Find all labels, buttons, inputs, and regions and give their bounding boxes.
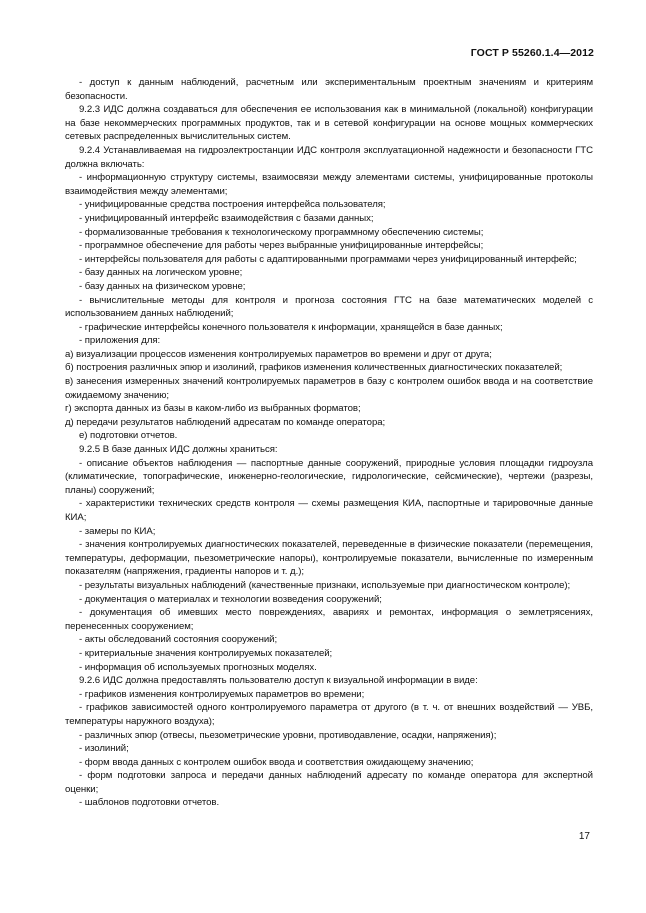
paragraph: - базу данных на логическом уровне; <box>79 267 243 279</box>
paragraph: а) визуализации процессов изменения контролируемых параметров во времени и друг от друга; <box>65 348 492 360</box>
paragraph: - акты обследований состояния сооружений; <box>79 634 278 646</box>
paragraph: - изолиний; <box>79 743 129 755</box>
paragraph: - описание объектов наблюдения — паспортные данные сооружений, природные условия площадки гидроузла (климатические, топографические, инженерно-геологические, гидрологические, сейсмические), чертежи (разрезы, планы) сооружений; <box>65 457 593 496</box>
paragraph: 9.2.3 ИДС должна создаваться для обеспечения ее использования как в минимальной (локальной) конфигурации на базе некоммерческих программных продуктов, так и в сетевой конфигурации на основе мощных коммерческих сетевых распределенных вычислительных систем. <box>65 104 593 143</box>
paragraph: - графиков зависимостей одного контролируемого параметра от другого (в т. ч. от внешних воздействий — УВБ, температуры наружного воздуха); <box>65 702 593 727</box>
paragraph: - значения контролируемых диагностических показателей, переведенные в физические показатели (перемещения, температуры, деформации, пьезометрические напоры), контролируемые показатели, вычисленные по измеренным показателям (напряжения, градиенты напоров и т. д.); <box>65 539 593 578</box>
paragraph: - доступ к данным наблюдений, расчетным или экспериментальным проектным значениям и критериям безопасности. <box>65 77 593 102</box>
paragraph: - вычислительные методы для контроля и прогноза состояния ГТС на базе математических моделей с использованием данных наблюдений; <box>65 294 593 320</box>
paragraph: - форм подготовки запроса и передачи данных наблюдений адресату по команде оператора для экспертной оценки; <box>65 770 593 795</box>
paragraph: - графические интерфейсы конечного пользователя к информации, хранящейся в базе данных; <box>79 321 503 333</box>
paragraph: - информация об используемых прогнозных моделях. <box>79 661 317 673</box>
paragraph: е) подготовки отчетов. <box>79 430 178 442</box>
paragraph: - замеры по КИА; <box>79 525 156 537</box>
standard-code-header: ГОСТ Р 55260.1.4—2012 <box>470 47 594 59</box>
paragraph: - формализованные требования к технологическому программному обеспечению системы; <box>79 226 484 238</box>
paragraph: 9.2.5 В базе данных ИДС должны храниться: <box>79 444 278 456</box>
paragraph: - программное обеспечение для работы через выбранные унифицированные интерфейсы; <box>79 240 484 252</box>
paragraph: 9.2.4 Устанавливаемая на гидроэлектростанции ИДС контроля эксплуатационной надежности и безопасности ГТС должна включать: <box>65 144 593 170</box>
paragraph: - информационную структуру системы, взаимосвязи между элементами системы, унифицированные протоколы взаимодействия между элементами; <box>65 172 593 197</box>
paragraph: - документация об имевших место повреждениях, авариях и ремонтах, информация о землетрясениях, перенесенных сооружением; <box>65 607 593 632</box>
body-text <box>65 76 593 810</box>
paragraph: д) передачи результатов наблюдений адресатам по команде оператора; <box>65 416 386 428</box>
paragraph: - документация о материалах и технологии возведения сооружений; <box>79 593 382 605</box>
paragraph: - различных эпюр (отвесы, пьезометрические уровни, противодавление, осадки, напряжения); <box>79 729 497 741</box>
paragraph: 9.2.6 ИДС должна предоставлять пользователю доступ к визуальной информации в виде: <box>79 675 478 687</box>
paragraph: - унифицированные средства построения интерфейса пользователя; <box>79 199 386 211</box>
paragraph: - приложения для: <box>79 335 161 347</box>
paragraph: - базу данных на физическом уровне; <box>79 280 246 292</box>
paragraph: в) занесения измеренных значений контролируемых параметров в базу с контролем ошибок ввода и на соответствие ожидаемому значению; <box>65 376 593 401</box>
paragraph: - графиков изменения контролируемых параметров во времени; <box>79 688 365 700</box>
paragraph: - унифицированный интерфейс взаимодействия с базами данных; <box>79 212 374 224</box>
paragraph: - критериальные значения контролируемых показателей; <box>79 647 333 659</box>
paragraph: г) экспорта данных из базы в каком-либо из выбранных форматов; <box>65 403 361 415</box>
page-number: 17 <box>578 831 590 842</box>
paragraph: - характеристики технических средств контроля — схемы размещения КИА, паспортные и тарировочные данные КИА; <box>65 498 593 523</box>
paragraph: - форм ввода данных с контролем ошибок ввода и соответствия ожидающему значению; <box>79 756 474 768</box>
paragraph: б) построения различных эпюр и изолиний, графиков изменения количественных диагностических показателей; <box>65 362 563 374</box>
paragraph: - шаблонов подготовки отчетов. <box>79 797 220 809</box>
paragraph: - интерфейсы пользователя для работы с адаптированными программами через унифицированный интерфейс; <box>79 253 577 265</box>
paragraph: - результаты визуальных наблюдений (качественные признаки, используемые при диагностическом контроле); <box>79 579 571 591</box>
